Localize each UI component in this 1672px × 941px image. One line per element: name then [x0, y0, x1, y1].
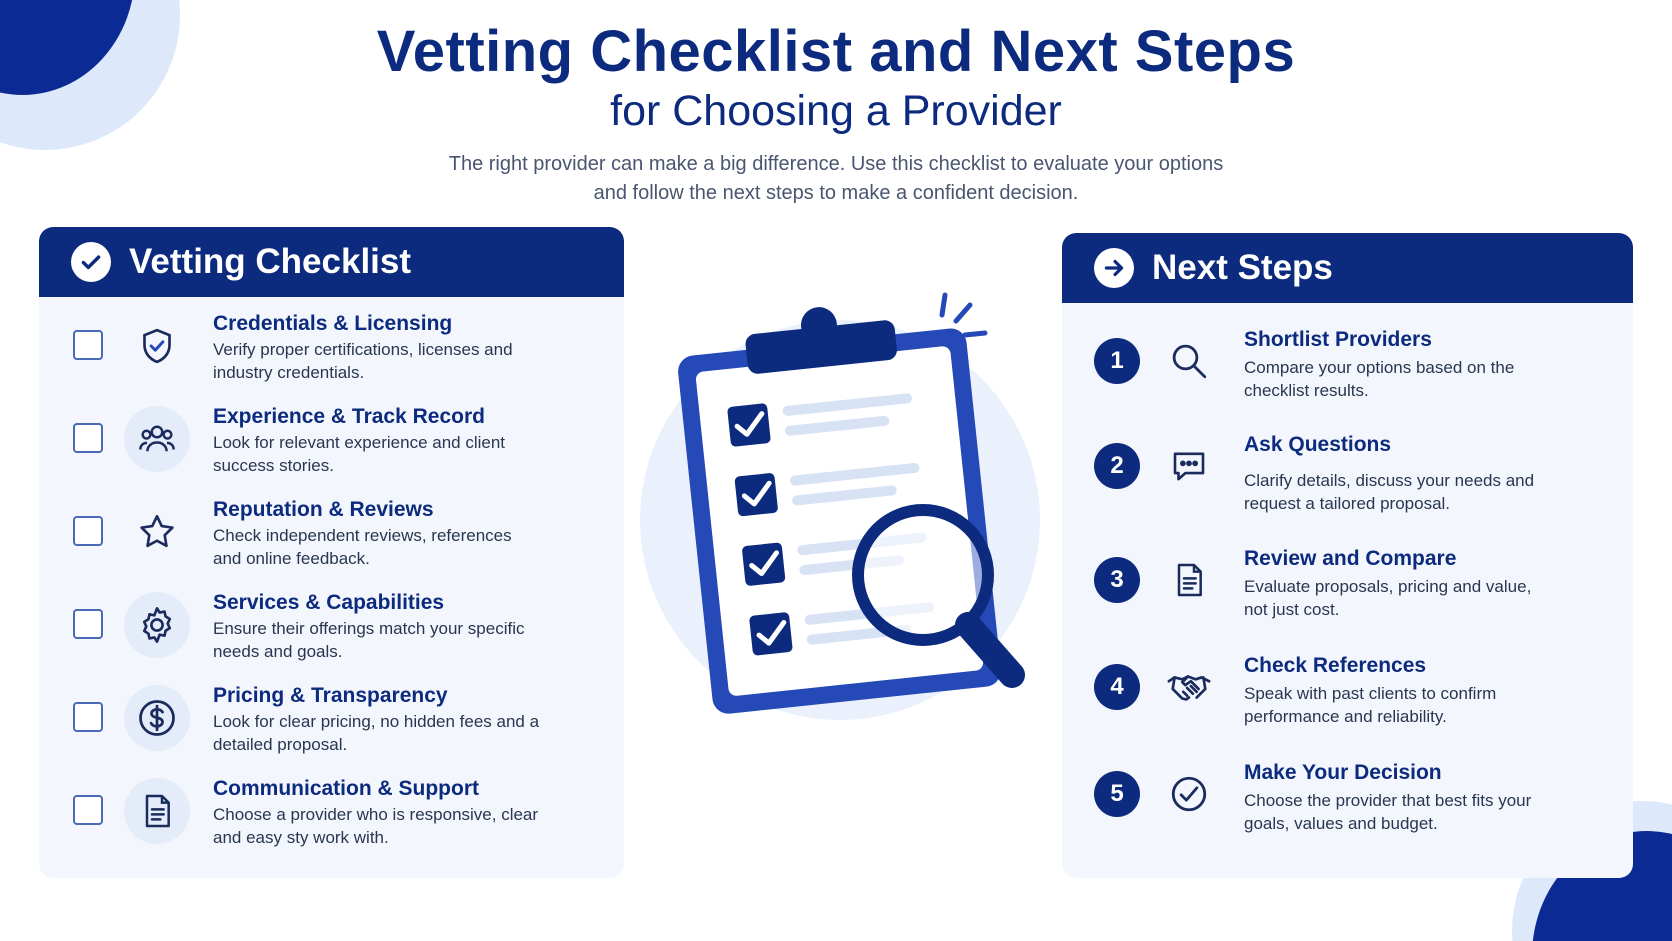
next-step-shortlist — [1062, 328, 1633, 428]
next-step-ask-questions — [1062, 433, 1633, 533]
checkbox[interactable] — [73, 330, 103, 360]
step-title: Shortlist Providers — [1244, 328, 1432, 351]
step-number: 5 — [1094, 771, 1140, 817]
checklist-item-title: Reputation & Reviews — [213, 498, 434, 521]
step-title: Ask Questions — [1244, 433, 1392, 456]
clipboard-illustration-svg — [640, 285, 1060, 725]
star-icon — [124, 499, 190, 565]
users-icon — [124, 406, 190, 472]
checklist-item-title: Experience & Track Record — [213, 405, 485, 428]
step-number: 4 — [1094, 664, 1140, 710]
document-icon — [1162, 553, 1216, 607]
checkbox[interactable] — [73, 702, 103, 732]
clipboard-magnifier-illustration — [640, 285, 1060, 725]
checklist-item-title: Communication & Support — [213, 777, 479, 800]
checklist-item-reputation — [39, 498, 624, 590]
checklist-item-services — [39, 591, 624, 683]
checklist-item-desc: Ensure their offerings match your specific needs and goals. — [213, 619, 525, 661]
step-number: 2 — [1094, 443, 1140, 489]
page-title: Vetting Checklist and Next Steps — [376, 19, 1296, 84]
check-circle-icon — [71, 242, 111, 282]
checklist-item-desc: Verify proper certifications, licenses and industry credentials. — [213, 340, 513, 382]
checklist-item-title: Pricing & Transparency — [213, 684, 448, 707]
next-step-review-compare — [1062, 547, 1633, 647]
shield-check-icon — [124, 313, 190, 379]
checklist-item-experience — [39, 405, 624, 497]
step-desc: Choose the provider that best fits your goals, values and budget. — [1244, 791, 1532, 833]
step-desc: Speak with past clients to confirm performance and reliability. — [1244, 684, 1497, 726]
step-desc: Clarify details, discuss your needs and request a tailored proposal. — [1244, 471, 1535, 513]
handshake-icon — [1162, 660, 1216, 714]
next-steps-header — [1062, 233, 1633, 303]
step-title: Check References — [1244, 654, 1427, 677]
document-icon — [124, 778, 190, 844]
step-title: Review and Compare — [1244, 547, 1457, 570]
chat-icon — [1162, 439, 1216, 493]
checkbox[interactable] — [73, 516, 103, 546]
next-step-check-references — [1062, 654, 1633, 754]
step-number: 1 — [1094, 338, 1140, 384]
next-steps-panel — [1062, 233, 1633, 878]
vetting-checklist-panel — [39, 227, 624, 878]
step-title: Make Your Decision — [1244, 761, 1442, 784]
checklist-item-desc: Look for clear pricing, no hidden fees and a detailed proposal. — [213, 712, 540, 754]
vetting-checklist-header — [39, 227, 624, 297]
checklist-item-pricing — [39, 684, 624, 776]
intro-text — [426, 150, 1246, 208]
gear-icon — [124, 592, 190, 658]
arrow-right-circle-icon — [1094, 248, 1134, 288]
checklist-item-desc: Choose a provider who is responsive, clear and easy sty work with. — [213, 805, 539, 847]
dollar-icon — [124, 685, 190, 751]
checklist-item-credentials — [39, 312, 624, 404]
checklist-item-desc: Check independent reviews, references and online feedback. — [213, 526, 512, 568]
next-step-make-decision — [1062, 761, 1633, 861]
check-circle-icon — [1162, 767, 1216, 821]
next-steps-title: Next Steps — [1152, 248, 1333, 287]
header — [0, 0, 1672, 208]
step-desc: Compare your options based on the checklist results. — [1244, 358, 1515, 400]
checklist-item-title: Credentials & Licensing — [213, 312, 453, 335]
checkbox[interactable] — [73, 795, 103, 825]
page-subtitle: for Choosing a Provider — [610, 87, 1062, 135]
vetting-checklist-title: Vetting Checklist — [129, 242, 412, 281]
step-number: 3 — [1094, 557, 1140, 603]
intro-line-2: and follow the next steps to make a confident decision. — [593, 182, 1079, 204]
step-desc: Evaluate proposals, pricing and value, not just cost. — [1244, 577, 1532, 619]
checklist-item-desc: Look for relevant experience and client success stories. — [213, 433, 506, 475]
search-icon — [1162, 334, 1216, 388]
checkbox[interactable] — [73, 609, 103, 639]
checklist-item-title: Services & Capabilities — [213, 591, 445, 614]
intro-line-1: The right provider can make a big difference. Use this checklist to evaluate your options — [448, 153, 1224, 175]
checkbox[interactable] — [73, 423, 103, 453]
checklist-item-communication — [39, 777, 624, 869]
